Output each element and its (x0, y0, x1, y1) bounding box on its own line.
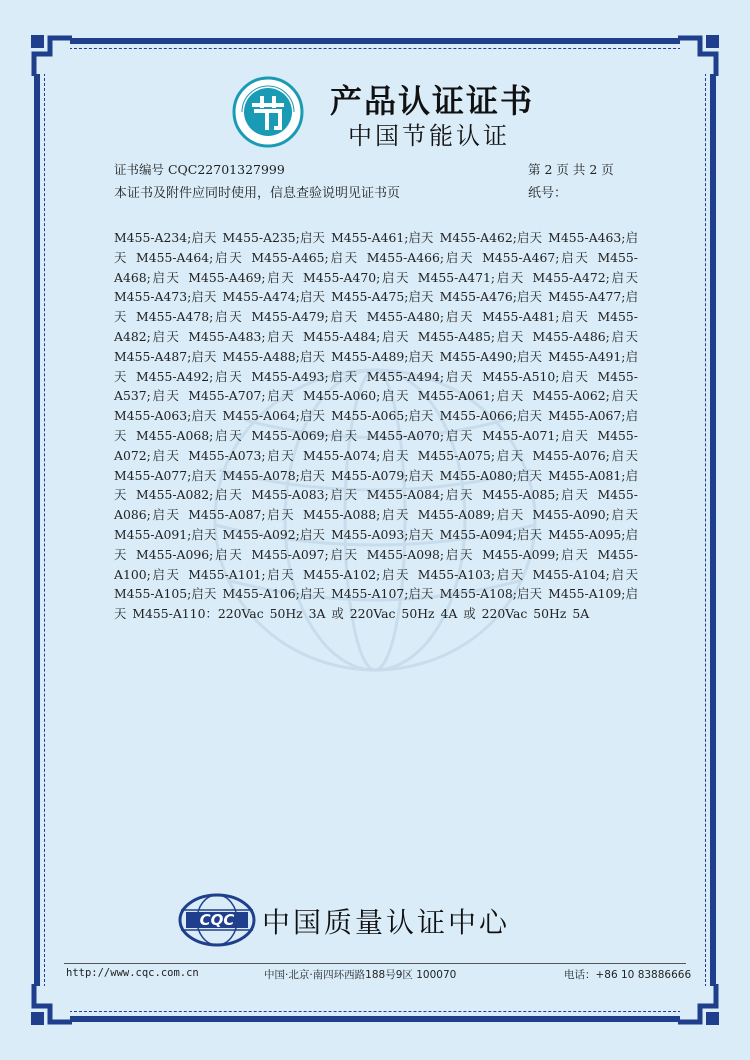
certificate-title: 产品认证证书 (330, 82, 535, 120)
footer-phone: 电话：+86 10 83886666 (564, 969, 692, 981)
page-indicator: 第 2 页 共 2 页 (528, 162, 614, 177)
corner-ornament-bottom-left (28, 982, 74, 1028)
model-list-text: M455-A234;启天 M455-A235;启天 M455-A461;启天 M455-A462;启天 M455-A463;启天 M455-A464;启天 M455-A465;启天 M455-A466;启天 M455-A467;启天 M455-A468;启天 M455-A469;启天 M455-A470;启天 M455-A471;启天 M455-A472;启天 M455-A473;启天 M455-A474;启天 M455-A475;启天 M455-A476;启天 M455-A477;启天 M455-A478;启天 M455-A479;启天 M455-A480;启天 M455-A481;启天 M455-A482;启天 M455-A483;启天 M455-A484;启天 M455-A485;启天 M455-A486;启天 M455-A487;启天 M455-A488;启天 M455-A489;启天 M455-A490;启天 M455-A491;启天 M455-A492;启天 M455-A493;启天 M455-A494;启天 M455-A510;启天 M455-A537;启天 M455-A707;启天 M455-A060;启天 M455-A061;启天 M455-A062;启天 M455-A063;启天 M455-A064;启天 M455-A065;启天 M455-A066;启天 M455-A067;启天 M455-A068;启天 M455-A069;启天 M455-A070;启天 M455-A071;启天 M455-A072;启天 M455-A073;启天 M455-A074;启天 M455-A075;启天 M455-A076;启天 M455-A077;启天 M455-A078;启天 M455-A079;启天 M455-A080;启天 M455-A081;启天 M455-A082;启天 M455-A083;启天 M455-A084;启天 M455-A085;启天 M455-A086;启天 M455-A087;启天 M455-A088;启天 M455-A089;启天 M455-A090;启天 M455-A091;启天 M455-A092;启天 M455-A093;启天 M455-A094;启天 M455-A095;启天 M455-A096;启天 M455-A097;启天 M455-A098;启天 M455-A099;启天 M455-A100;启天 M455-A101;启天 M455-A102;启天 M455-A103;启天 M455-A104;启天 M455-A105;启天 M455-A106;启天 M455-A107;启天 M455-A108;启天 M455-A109;启天 M455-A110：220Vac 50Hz 3A 或 220Vac 50Hz 4A 或 220Vac 50Hz 5A (114, 230, 638, 622)
cqc-logo (178, 893, 256, 947)
usage-note: 本证书及附件应同时使用，信息查验说明见证书页 (114, 186, 401, 201)
corner-ornament-top-left (28, 32, 74, 78)
footer-divider (64, 963, 686, 964)
certificate-subtitle: 中国节能认证 (348, 122, 510, 150)
corner-ornament-top-right (676, 32, 722, 78)
certificate-number: 证书编号 CQC22701327999 (114, 162, 285, 177)
issuing-organization: 中国质量认证中心 (262, 906, 511, 939)
paper-number-label: 纸号： (528, 186, 568, 201)
corner-ornament-bottom-right (676, 982, 722, 1028)
cqc-logo-text: CQC (199, 911, 235, 929)
energy-conservation-logo (232, 76, 304, 148)
footer-website: http://www.cqc.com.cn (66, 967, 199, 979)
footer-address: 中国·北京·南四环西路188号9区 100070 (264, 969, 457, 981)
